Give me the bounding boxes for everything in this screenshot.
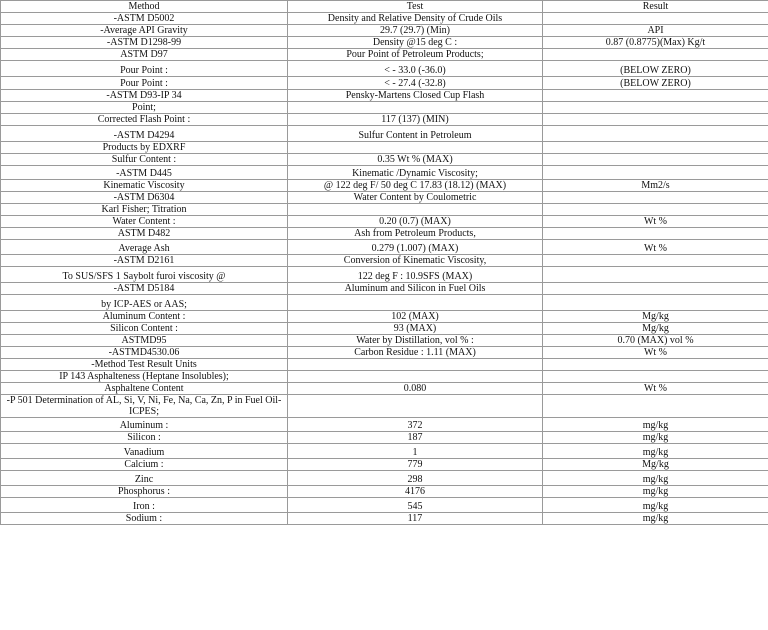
cell-test: Pour Point of Petroleum Products; bbox=[288, 49, 543, 61]
table-row bbox=[1, 513, 768, 525]
cell-method: -ASTMD4530.06 bbox=[1, 347, 288, 359]
cell-result bbox=[543, 395, 768, 418]
cell-method: Pour Point : bbox=[1, 61, 288, 77]
table-row bbox=[1, 359, 768, 371]
cell-test: 0.20 (0.7) (MAX) bbox=[288, 216, 543, 228]
cell-test: Density @15 deg C : bbox=[288, 37, 543, 49]
table-row bbox=[1, 216, 768, 228]
cell-result bbox=[543, 295, 768, 311]
cell-test: 4176 bbox=[288, 486, 543, 498]
cell-result: mg/kg bbox=[543, 471, 768, 486]
table-row bbox=[1, 25, 768, 37]
cell-method: Pour Point : bbox=[1, 77, 288, 90]
table-row bbox=[1, 90, 768, 102]
header-test: Test bbox=[288, 1, 543, 13]
cell-test: < - 33.0 (-36.0) bbox=[288, 61, 543, 77]
table-row bbox=[1, 486, 768, 498]
cell-test bbox=[288, 102, 543, 114]
cell-method: -ASTM D6304 bbox=[1, 192, 288, 204]
cell-method: ASTM D97 bbox=[1, 49, 288, 61]
cell-result: (BELOW ZERO) bbox=[543, 61, 768, 77]
table-row bbox=[1, 37, 768, 49]
table-row bbox=[1, 267, 768, 283]
cell-test: 29.7 (29.7) (Min) bbox=[288, 25, 543, 37]
table-row bbox=[1, 383, 768, 395]
cell-test: Ash from Petroleum Products, bbox=[288, 228, 543, 240]
table-row bbox=[1, 347, 768, 359]
cell-result bbox=[543, 283, 768, 295]
cell-method: IP 143 Asphalteness (Heptane Insolubles); bbox=[1, 371, 288, 383]
table-row bbox=[1, 204, 768, 216]
cell-result: API bbox=[543, 25, 768, 37]
table-row bbox=[1, 142, 768, 154]
table-row bbox=[1, 444, 768, 459]
cell-method: by ICP-AES or AAS; bbox=[1, 295, 288, 311]
table-row bbox=[1, 192, 768, 204]
table-row bbox=[1, 102, 768, 114]
header-result: Result bbox=[543, 1, 768, 13]
cell-test bbox=[288, 295, 543, 311]
cell-result bbox=[543, 126, 768, 142]
cell-result: mg/kg bbox=[543, 432, 768, 444]
cell-result: Mg/kg bbox=[543, 459, 768, 471]
cell-result: mg/kg bbox=[543, 513, 768, 525]
cell-method: Zinc bbox=[1, 471, 288, 486]
cell-test: 0.080 bbox=[288, 383, 543, 395]
cell-method: -ASTM D445 bbox=[1, 166, 288, 180]
table-row bbox=[1, 295, 768, 311]
table-row bbox=[1, 49, 768, 61]
cell-test bbox=[288, 142, 543, 154]
cell-method: Aluminum Content : bbox=[1, 311, 288, 323]
cell-test: 545 bbox=[288, 498, 543, 513]
cell-result bbox=[543, 371, 768, 383]
cell-test: 93 (MAX) bbox=[288, 323, 543, 335]
cell-result: mg/kg bbox=[543, 418, 768, 432]
table-row bbox=[1, 283, 768, 295]
cell-test: 0.279 (1.007) (MAX) bbox=[288, 240, 543, 255]
cell-test: @ 122 deg F/ 50 deg C 17.83 (18.12) (MAX) bbox=[288, 180, 543, 192]
table-row bbox=[1, 240, 768, 255]
cell-result bbox=[543, 114, 768, 126]
cell-result: Mg/kg bbox=[543, 311, 768, 323]
cell-method: Products by EDXRF bbox=[1, 142, 288, 154]
cell-result: (BELOW ZERO) bbox=[543, 77, 768, 90]
table-row bbox=[1, 471, 768, 486]
cell-result bbox=[543, 204, 768, 216]
cell-result: mg/kg bbox=[543, 498, 768, 513]
cell-test: < - 27.4 (-32.8) bbox=[288, 77, 543, 90]
cell-test: Water by Distillation, vol % : bbox=[288, 335, 543, 347]
table-row bbox=[1, 323, 768, 335]
cell-test: 117 (137) (MIN) bbox=[288, 114, 543, 126]
table-row bbox=[1, 114, 768, 126]
table-row bbox=[1, 180, 768, 192]
cell-test: 187 bbox=[288, 432, 543, 444]
cell-result bbox=[543, 192, 768, 204]
cell-method: To SUS/SFS 1 Saybolt furoi viscosity @ bbox=[1, 267, 288, 283]
header-row bbox=[1, 1, 768, 13]
cell-result: 0.87 (0.8775)(Max) Kg/t bbox=[543, 37, 768, 49]
cell-result bbox=[543, 154, 768, 166]
cell-result bbox=[543, 255, 768, 267]
table-row bbox=[1, 418, 768, 432]
cell-test: Water Content by Coulometric bbox=[288, 192, 543, 204]
cell-test: Density and Relative Density of Crude Oils bbox=[288, 13, 543, 25]
table-body bbox=[1, 13, 768, 525]
table-row bbox=[1, 432, 768, 444]
cell-method: Kinematic Viscosity bbox=[1, 180, 288, 192]
cell-result: mg/kg bbox=[543, 486, 768, 498]
cell-result bbox=[543, 228, 768, 240]
cell-method: -P 501 Determination of AL, Si, V, Ni, Fe, Na, Ca, Zn, P in Fuel Oil-ICPES; bbox=[1, 395, 288, 418]
cell-result bbox=[543, 166, 768, 180]
cell-test: 117 bbox=[288, 513, 543, 525]
cell-method: Silicon Content : bbox=[1, 323, 288, 335]
table-row bbox=[1, 371, 768, 383]
cell-result bbox=[543, 267, 768, 283]
cell-test: Conversion of Kinematic Viscosity, bbox=[288, 255, 543, 267]
cell-result: 0.70 (MAX) vol % bbox=[543, 335, 768, 347]
header-method: Method bbox=[1, 1, 288, 13]
cell-test: Aluminum and Silicon in Fuel Oils bbox=[288, 283, 543, 295]
cell-test: Kinematic /Dynamic Viscosity; bbox=[288, 166, 543, 180]
table-row bbox=[1, 498, 768, 513]
table-row bbox=[1, 166, 768, 180]
cell-method: -ASTM D1298-99 bbox=[1, 37, 288, 49]
cell-method: -ASTM D5184 bbox=[1, 283, 288, 295]
cell-test: 372 bbox=[288, 418, 543, 432]
cell-test: 1 bbox=[288, 444, 543, 459]
cell-test: 102 (MAX) bbox=[288, 311, 543, 323]
cell-method: Water Content : bbox=[1, 216, 288, 228]
cell-method: Phosphorus : bbox=[1, 486, 288, 498]
cell-method: ASTM D482 bbox=[1, 228, 288, 240]
cell-method: Calcium : bbox=[1, 459, 288, 471]
cell-result: Mg/kg bbox=[543, 323, 768, 335]
table-row bbox=[1, 61, 768, 77]
table-row bbox=[1, 311, 768, 323]
cell-method: Asphaltene Content bbox=[1, 383, 288, 395]
table-row bbox=[1, 13, 768, 25]
cell-test bbox=[288, 395, 543, 418]
cell-test: 779 bbox=[288, 459, 543, 471]
cell-test: Sulfur Content in Petroleum bbox=[288, 126, 543, 142]
cell-result: Wt % bbox=[543, 240, 768, 255]
cell-test bbox=[288, 204, 543, 216]
table-row bbox=[1, 77, 768, 90]
cell-method: Iron : bbox=[1, 498, 288, 513]
cell-method: Aluminum : bbox=[1, 418, 288, 432]
cell-method: Corrected Flash Point : bbox=[1, 114, 288, 126]
cell-result: mg/kg bbox=[543, 444, 768, 459]
cell-method: Sulfur Content : bbox=[1, 154, 288, 166]
cell-method: Vanadium bbox=[1, 444, 288, 459]
cell-method: Karl Fisher; Titration bbox=[1, 204, 288, 216]
table-row bbox=[1, 255, 768, 267]
cell-test bbox=[288, 359, 543, 371]
table-row bbox=[1, 459, 768, 471]
cell-test: 0.35 Wt % (MAX) bbox=[288, 154, 543, 166]
cell-result bbox=[543, 102, 768, 114]
table-row bbox=[1, 154, 768, 166]
cell-result: Wt % bbox=[543, 216, 768, 228]
cell-method: Average Ash bbox=[1, 240, 288, 255]
cell-method: -Average API Gravity bbox=[1, 25, 288, 37]
cell-test: 298 bbox=[288, 471, 543, 486]
table-row bbox=[1, 395, 768, 418]
cell-method: Silicon : bbox=[1, 432, 288, 444]
cell-test: 122 deg F : 10.9SFS (MAX) bbox=[288, 267, 543, 283]
cell-result: Wt % bbox=[543, 347, 768, 359]
cell-result bbox=[543, 142, 768, 154]
table-row bbox=[1, 228, 768, 240]
cell-test: Carbon Residue : 1.11 (MAX) bbox=[288, 347, 543, 359]
table-row bbox=[1, 126, 768, 142]
cell-result bbox=[543, 49, 768, 61]
cell-result: Mm2/s bbox=[543, 180, 768, 192]
cell-test bbox=[288, 371, 543, 383]
cell-method: -ASTM D93-IP 34 bbox=[1, 90, 288, 102]
table-row bbox=[1, 335, 768, 347]
cell-result bbox=[543, 90, 768, 102]
cell-method: Point; bbox=[1, 102, 288, 114]
cell-method: Sodium : bbox=[1, 513, 288, 525]
cell-method: -ASTM D5002 bbox=[1, 13, 288, 25]
cell-result bbox=[543, 359, 768, 371]
cell-method: -Method Test Result Units bbox=[1, 359, 288, 371]
cell-result bbox=[543, 13, 768, 25]
cell-method: -ASTM D4294 bbox=[1, 126, 288, 142]
cell-result: Wt % bbox=[543, 383, 768, 395]
cell-test: Pensky-Martens Closed Cup Flash bbox=[288, 90, 543, 102]
cell-method: -ASTM D2161 bbox=[1, 255, 288, 267]
cell-method: ASTMD95 bbox=[1, 335, 288, 347]
